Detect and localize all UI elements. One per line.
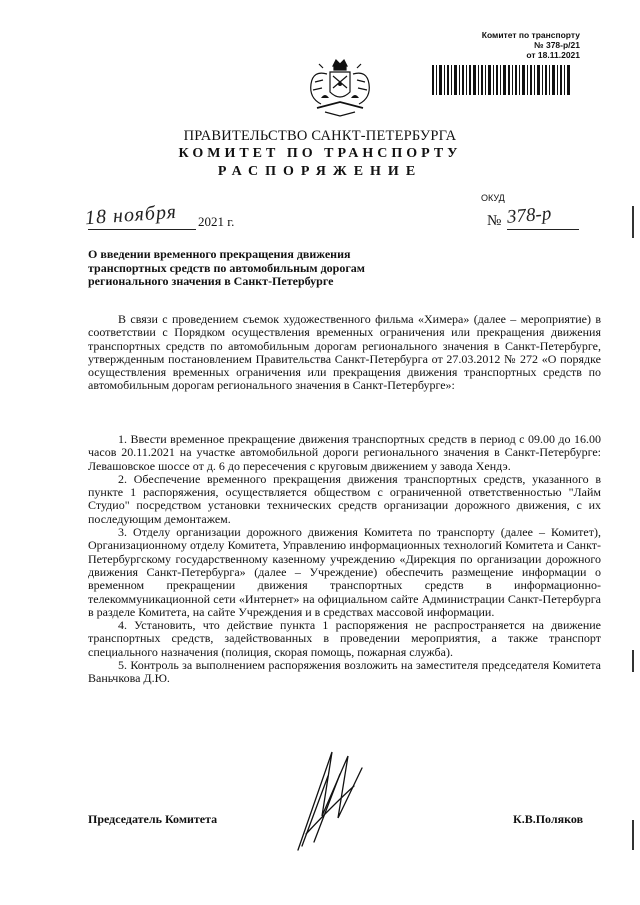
- date-year: 2021 г.: [198, 214, 235, 229]
- handwritten-date: 18 ноября: [84, 200, 178, 230]
- coat-of-arms-emblem: [303, 58, 377, 124]
- number-underline: [507, 229, 579, 230]
- document-type-title: РАСПОРЯЖЕНИЕ: [217, 164, 423, 179]
- scan-edge-mark: [632, 206, 634, 238]
- number-sign: №: [487, 213, 502, 229]
- document-subject: О введении временного прекращения движения транспортных средств по автомобильным дорогам регионального значения в Санкт-Петербурге: [88, 247, 365, 288]
- handwritten-signature: [292, 746, 372, 856]
- signatory-name: К.В.Поляков: [513, 812, 584, 826]
- preamble-paragraph: В связи с проведением съемок художественного фильма «Химера» (далее – мероприятие) в соответствии с Порядком осуществления временных ограничения или прекращения движения транспортных средств по автомобильным дорогам регионального значения в Санкт-Петербурге, утвержденным постановлением Правительства Санкт-Петербурга от 27.03.2012 № 272 «О порядке осуществления временных ограничения или прекращения движения транспортных средств по автомобильным дорогам регионального значения в Санкт-Петербурге»:: [88, 312, 601, 393]
- stamp-date: от 18.11.2021: [526, 50, 580, 60]
- barcode: [432, 65, 572, 95]
- stamp-committee: Комитет по транспорту: [481, 30, 580, 40]
- okud-label: ОКУД: [481, 193, 505, 203]
- scan-edge-mark: [632, 650, 634, 672]
- scan-edge-mark: [632, 820, 634, 850]
- order-item: 4. Установить, что действие пункта 1 распоряжения не распространяется на движение транспортных средств, задействованных в проведении мероприятия, а также транспорт специального назначения (полиция, скорая помощь, пожарная служба).: [88, 618, 601, 659]
- date-underline: [88, 229, 196, 230]
- government-title: ПРАВИТЕЛЬСТВО САНКТ-ПЕТЕРБУРГА: [183, 128, 457, 144]
- signatory-position: Председатель Комитета: [88, 812, 218, 826]
- registration-stamp: [430, 30, 580, 60]
- order-item: 3. Отделу организации дорожного движения Комитета по транспорту (далее – Комитет), Организационному отделу Комитета, Управлению информационных технологий Комитета и Санкт-Петербургскому государственному казенному учреждению «Дирекция по организации дорожного движения Санкт-Петербурга» (далее – Учреждение) обеспечить размещение информации о временном прекращении движения транспортных средств в информационно-телекоммуникационной сети «Интернет» на официальном сайте Администрации Санкт-Петербурга в разделе Комитета, на сайте Учреждения и в средствах массовой информации.: [88, 525, 601, 619]
- order-item: 2. Обеспечение временного прекращения движения транспортных средств, указанного в пункте 1 распоряжения, осуществляется обществом с ограниченной ответственностью "Лайм Студио" посредством установки технических средств организации дорожного движения, с их последующим демонтажем.: [88, 471, 601, 526]
- order-item: 1. Ввести временное прекращение движения транспортных средств в период с 09.00 до 16.00 часов 20.11.2021 на участке автомобильной дороги регионального значения в Санкт-Петербурге: Левашовское шоссе от д. 6 до пересечения с круговым движением у завода Хендэ.: [88, 432, 601, 473]
- committee-title: КОМИТЕТ ПО ТРАНСПОРТУ: [178, 146, 462, 161]
- handwritten-number: 378-р: [506, 203, 553, 228]
- stamp-number: № 378-р/21: [534, 40, 580, 50]
- order-items: [88, 433, 601, 686]
- order-item: 5. Контроль за выполнением распоряжения возложить на заместителя председателя Комитета Ваньчкова Д.Ю.: [88, 658, 601, 686]
